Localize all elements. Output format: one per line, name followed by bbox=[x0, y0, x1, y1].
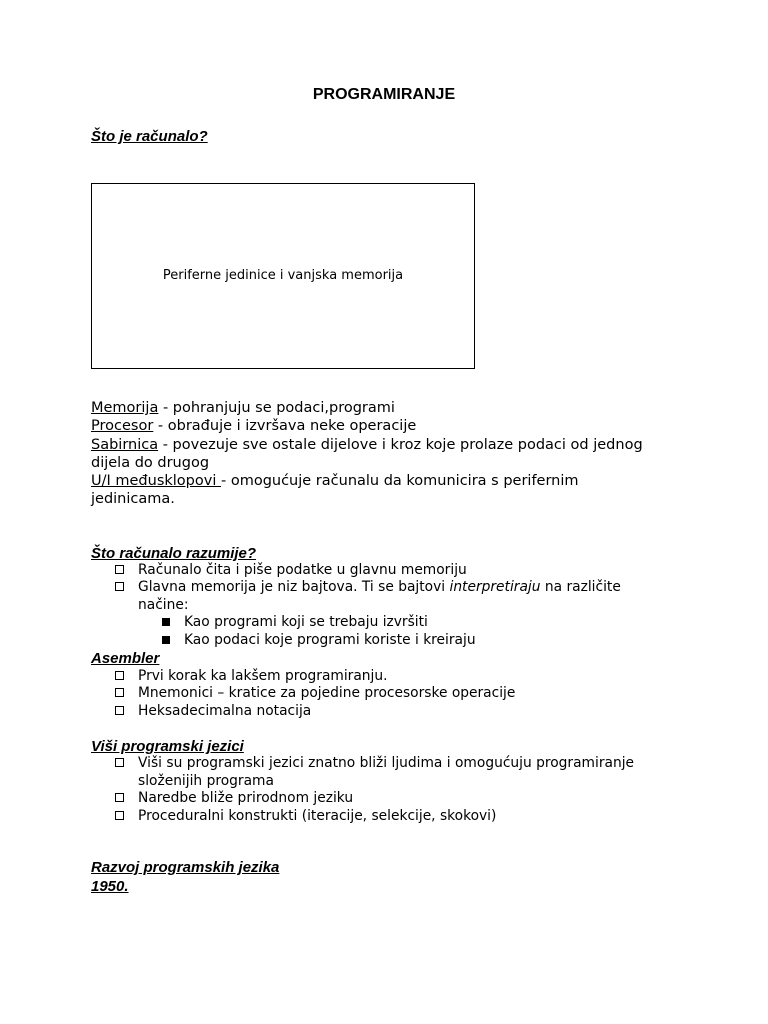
heading-asembler: Asembler bbox=[91, 650, 160, 667]
sub-list-item bbox=[162, 614, 642, 632]
definition-ui-medusklopovi bbox=[91, 472, 651, 509]
checkbox-bullet-icon bbox=[115, 582, 124, 591]
checkbox-bullet-icon bbox=[115, 793, 124, 802]
sub-list-item bbox=[162, 632, 642, 650]
heading-year-1950: 1950. bbox=[91, 878, 129, 895]
list-item bbox=[115, 579, 645, 614]
heading-razvoj-programskih-jezika: Razvoj programskih jezika bbox=[91, 859, 280, 876]
term-ui-medusklopovi: U/I međusklopovi bbox=[91, 473, 221, 490]
diagram-box-label: Periferne jedinice i vanjska memorija bbox=[162, 268, 404, 283]
definition-text: - omogućuje računalu da komunicira s perifernim jedinicama. bbox=[91, 473, 579, 508]
definitions-block bbox=[91, 399, 651, 509]
list-item bbox=[115, 808, 675, 826]
list-item-text-part: Glavna memorija je niz bajtova. Ti se bajtovi bbox=[138, 579, 450, 595]
list-item-text: Proceduralni konstrukti (iteracije, selekcije, skokovi) bbox=[138, 808, 497, 824]
heading-sto-je-racunalo: Što je računalo? bbox=[91, 128, 208, 145]
list-item-text: Heksadecimalna notacija bbox=[138, 703, 312, 719]
definition-memorija bbox=[91, 399, 651, 417]
definition-text: - povezuje sve ostale dijelove i kroz koje prolaze podaci od jednog dijela do drugog bbox=[91, 436, 643, 471]
list-item-text-part: na različite načine: bbox=[138, 579, 621, 613]
term-memorija: Memorija bbox=[91, 400, 159, 416]
checkbox-bullet-icon bbox=[115, 565, 124, 574]
list-item bbox=[115, 755, 660, 790]
page-title: PROGRAMIRANJE bbox=[312, 86, 456, 103]
checkbox-bullet-icon bbox=[115, 758, 124, 767]
list-item-text: Računalo čita i piše podatke u glavnu memoriju bbox=[138, 562, 467, 578]
square-bullet-icon bbox=[162, 618, 170, 626]
list-item bbox=[115, 685, 675, 703]
list-item-text: Prvi korak ka lakšem programiranju. bbox=[138, 668, 388, 684]
list-item-text: Viši su programski jezici znatno bliži ljudima i omogućuju programiranje složenijih programa bbox=[138, 755, 635, 789]
definition-procesor bbox=[91, 417, 651, 435]
checkbox-bullet-icon bbox=[115, 811, 124, 820]
list-item bbox=[115, 668, 675, 686]
checkbox-bullet-icon bbox=[115, 706, 124, 715]
list-item bbox=[115, 790, 675, 808]
heading-sto-racunalo-razumije: Što računalo razumije? bbox=[91, 545, 257, 562]
term-sabirnica: Sabirnica bbox=[91, 436, 159, 453]
term-procesor: Procesor bbox=[91, 418, 154, 435]
list-item bbox=[115, 562, 675, 580]
sub-list-item-text: Kao podaci koje programi koriste i kreiraju bbox=[184, 632, 476, 648]
definition-sabirnica bbox=[91, 436, 651, 473]
sub-list-item-text: Kao programi koji se trebaju izvršiti bbox=[184, 614, 428, 630]
checkbox-bullet-icon bbox=[115, 688, 124, 697]
list-item-text bbox=[138, 579, 645, 614]
definition-text: - pohranjuju se podaci,programi bbox=[158, 400, 395, 416]
diagram-box bbox=[91, 183, 475, 369]
definition-text: - obrađuje i izvršava neke operacije bbox=[153, 418, 417, 435]
list-item-text: Naredbe bliže prirodnom jeziku bbox=[138, 790, 354, 806]
checkbox-bullet-icon bbox=[115, 671, 124, 680]
list-item bbox=[115, 703, 675, 721]
heading-visi-programski-jezici: Viši programski jezici bbox=[91, 738, 244, 755]
emphasis-interpretiraju: interpretiraju bbox=[449, 579, 541, 595]
list-item-text: Mnemonici – kratice za pojedine procesorske operacije bbox=[138, 685, 516, 701]
square-bullet-icon bbox=[162, 636, 170, 644]
